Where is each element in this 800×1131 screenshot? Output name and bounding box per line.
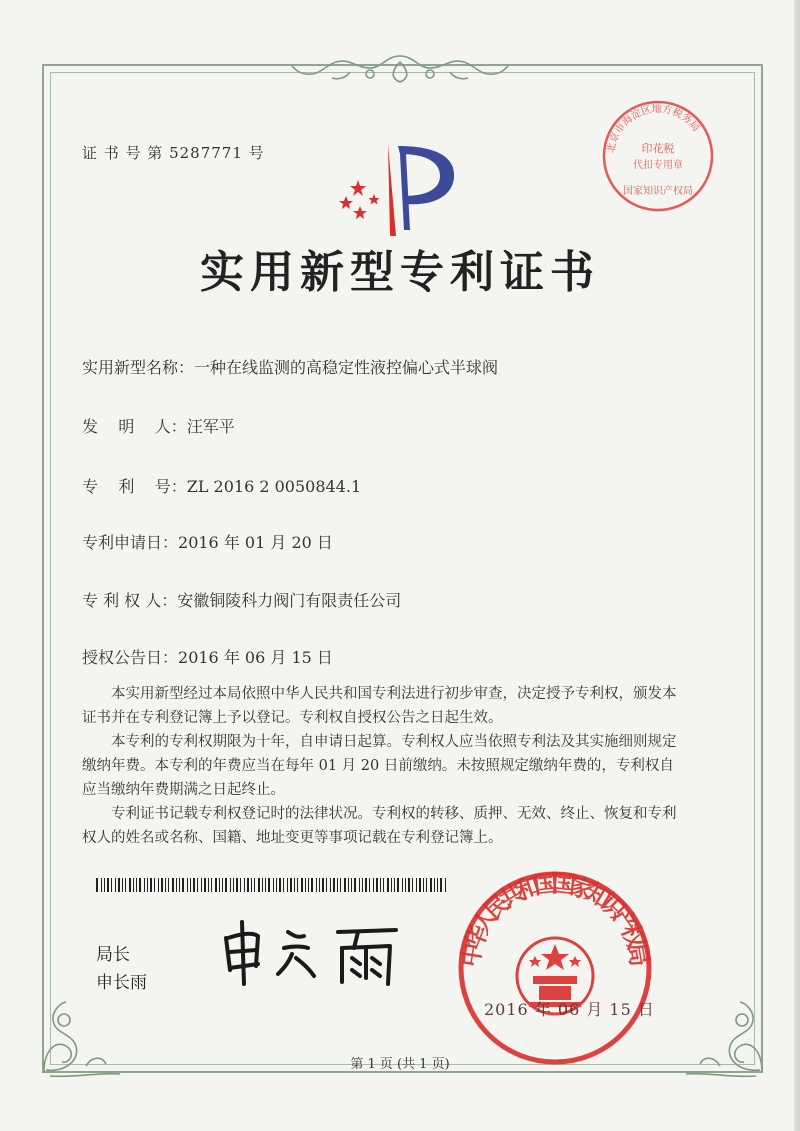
certificate-title: 实用新型专利证书 xyxy=(200,247,600,298)
tax-stamp-line2: 代扣专用章 xyxy=(633,160,683,171)
field-patentee xyxy=(82,588,401,611)
handwritten-signature-icon xyxy=(218,918,428,988)
paragraph-term: 本专利的专利权期限为十年，自申请日起算。专利权人应当依照专利法及其实施细则规定缴纳年费。本专利的年费应当在每年 01 月 20 日前缴纳。未按照规定缴纳年费的，专利权自应当缴纳年费期满之日起终止。 xyxy=(82,734,677,798)
field-value: 一种在线监测的高稳定性液控偏心式半球阀 xyxy=(194,358,499,377)
field-inventor xyxy=(82,414,235,437)
field-label: 实用新型名称： xyxy=(82,358,195,377)
field-application-date xyxy=(82,530,333,553)
director-title: 局长 xyxy=(96,945,130,965)
field-value: 2016 年 06 月 15 日 xyxy=(178,648,333,667)
field-utility-model-name xyxy=(82,355,498,378)
field-label: 专 利 号： xyxy=(82,477,187,496)
field-value: 汪军平 xyxy=(186,417,235,436)
top-ornament-icon xyxy=(290,52,510,86)
tax-stamp-line1: 印花税 xyxy=(641,142,675,155)
seal-date: 2016 年 06 月 15 日 xyxy=(484,1000,655,1019)
field-value: 安徽铜陵科力阀门有限责任公司 xyxy=(177,591,402,610)
page-edge xyxy=(794,0,800,1131)
field-label: 专利申请日： xyxy=(82,533,179,552)
tax-stamp-icon xyxy=(598,96,718,216)
director-name: 申长雨 xyxy=(96,973,147,993)
paragraph-grant: 本实用新型经过本局依照中华人民共和国专利法进行初步审查，决定授予专利权，颁发本证书并在专利登记簿上予以登记。专利权自授权公告之日起生效。 xyxy=(82,686,677,726)
barcode-icon xyxy=(96,878,448,892)
seal-ring-text: 中华人民共和国国家知识产权局 xyxy=(456,869,654,969)
field-value: 2016 年 01 月 20 日 xyxy=(178,533,333,552)
field-patent-number xyxy=(82,474,361,497)
page-footer: 第 1 页 (共 1 页) xyxy=(350,1057,450,1072)
field-label: 授权公告日： xyxy=(82,648,179,667)
tax-stamp-ring-text: 北京市海淀区地方税务局 xyxy=(605,103,702,154)
field-value: ZL 2016 2 0050844.1 xyxy=(186,477,362,496)
tax-stamp-bottom-text: 国家知识产权局 xyxy=(623,186,693,197)
field-label: 发 明 人： xyxy=(82,417,187,436)
official-seal-icon xyxy=(455,868,655,1068)
certificate-number: 证 书 号 第 5287771 号 xyxy=(82,144,265,162)
patent-office-logo-icon xyxy=(330,140,480,240)
field-label: 专 利 权 人： xyxy=(82,591,178,610)
paragraph-legal-status: 专利证书记载专利权登记时的法律状况。专利权的转移、质押、无效、终止、恢复和专利权人的姓名或名称、国籍、地址变更等事项记载在专利登记簿上。 xyxy=(82,806,677,846)
field-grant-date xyxy=(82,645,333,668)
